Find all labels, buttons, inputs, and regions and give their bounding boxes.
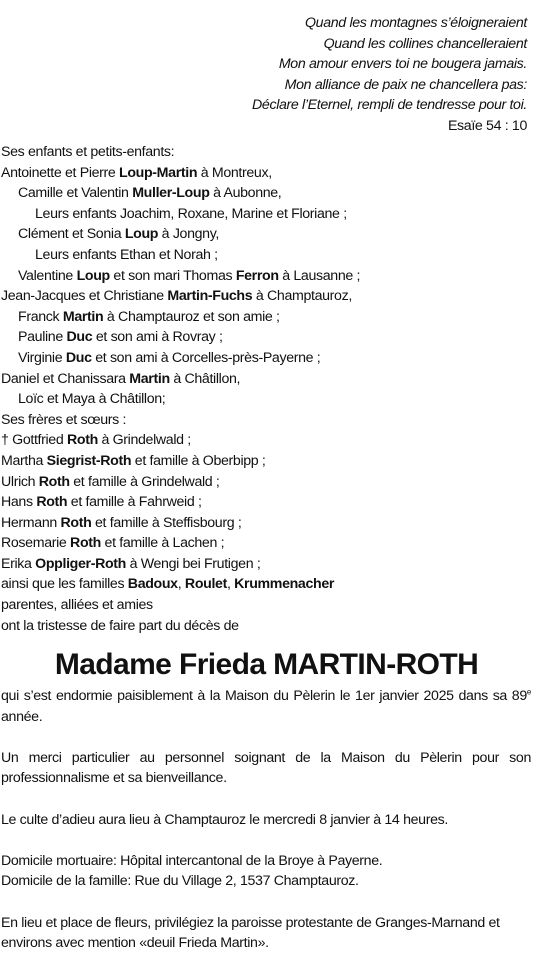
deceased-name: Madame Frieda MARTIN-ROTH [54,648,479,681]
family-intro: Ses enfants et petits-enfants: [1,144,175,160]
family-line [1,266,360,287]
family-text: Loïc et Maya à Châtillon; [18,391,166,408]
family-text: et son ami à Rovray ; [92,329,223,346]
family-text: Leurs enfants Joachim, Roxane, Marine et Floriane ; [35,205,347,222]
ordinal-suffix: e [526,687,531,697]
sibling-text: et famille à Steffisbourg ; [91,514,242,531]
family-text: Valentine [18,267,77,284]
sibling-text: Hans [1,494,37,511]
sibling-surname: Roth [60,514,92,531]
sibling-text: à Wengi bei Frutigen ; [125,555,261,572]
verse-line: Déclare l’Eternel, rempli de tendresse pour toi. [252,97,527,113]
family-text: Leurs enfants Ethan et Norah ; [35,246,218,263]
sibling-surname: Roth [36,494,68,511]
siblings-intro: Ses frères et sœurs : [1,411,127,428]
family-text: à Châtillon, [169,370,241,387]
sibling-line [1,430,360,451]
family-list [1,142,360,636]
sibling-text: † Gottfried [1,432,67,449]
family-text: Clément et Sonia [18,226,125,243]
family-text: Antoinette et Pierre [1,164,120,181]
sibling-text: Rosemarie [1,535,71,552]
sibling-line [1,533,360,554]
family-surname: Duc [66,329,93,346]
family-text: à Montreux, [197,164,272,181]
sibling-text: et famille à Grindelwald ; [69,473,220,490]
families-surname: Roulet [184,576,227,593]
family-text: à Jongny, [158,226,220,243]
sibling-surname: Roth [66,432,98,449]
family-surname: Loup [124,226,159,243]
family-text: Pauline [18,329,67,346]
sibling-text: et famille à Oberbipp ; [131,452,266,469]
sibling-surname: Roth [70,535,101,552]
thanks-paragraph: Un merci particulier au personnel soignant de la Maison du Pèlerin pour son professionnalisme et sa bienveillance. [1,749,531,787]
family-line [1,245,360,266]
sibling-text: et famille à Fahrweid ; [67,494,202,511]
sibling-text: Erika [1,555,36,572]
family-text: Camille et Valentin [18,185,133,202]
relatives-line: parentes, alliées et amies [1,597,153,614]
family-text: à Champtauroz et son amie ; [103,308,280,325]
family-text: Jean-Jacques et Christiane [1,288,168,305]
family-text: à Champtauroz, [252,288,352,305]
family-line [1,307,360,328]
family-line [1,163,360,184]
family-surname: Martin [129,370,170,387]
family-line [1,183,360,204]
verse-line: Mon amour envers toi ne bougera jamais. [278,56,527,72]
family-text: Franck [18,308,63,325]
announcement-line: ont la tristesse de faire part du décès de [1,617,239,634]
sibling-line [1,451,360,472]
families-line [1,574,360,595]
sibling-line [1,492,360,513]
family-line [1,286,360,307]
verse-line: Quand les montagnes s’éloigneraient [305,15,527,31]
family-surname: Duc [65,349,92,366]
sibling-line [1,472,360,493]
family-surname: Martin [62,308,104,325]
verse-line: Mon alliance de paix ne chancellera pas: [284,76,527,93]
obituary-body [1,686,531,954]
family-surname: Muller-Loup [132,185,210,202]
family-text: à Aubonne, [209,185,282,202]
sibling-line [1,554,360,575]
family-line [1,369,360,390]
mortuary-line: Domicile mortuaire: Hôpital intercantonal de la Broye à Payerne. [1,852,383,869]
family-text: Daniel et Chanissara [1,370,130,387]
sibling-surname: Siegrist-Roth [46,452,132,469]
sibling-surname: Oppliger-Roth [35,555,126,572]
family-text: à Lausanne ; [278,267,361,284]
sibling-text: Hermann [1,514,61,531]
sibling-surname: Roth [38,473,70,490]
families-text: ainsi que les familles [1,576,128,593]
passing-paragraph [1,686,531,727]
family-line [1,204,360,225]
families-text: , [177,576,185,593]
service-paragraph: Le culte d’adieu aura lieu à Champtauroz le mercredi 8 janvier à 14 heures. [1,811,448,828]
verse-reference: Esaïe 54 : 10 [447,117,527,134]
family-surname: Ferron [235,267,279,284]
family-home-line: Domicile de la famille: Rue du Village 2, 1537 Champtauroz. [1,873,359,890]
sibling-text: Ulrich [1,473,39,490]
passing-text: qui s’est endormie paisiblement à la Maison du Pèlerin le 1er janvier 2025 dans sa 89 [1,688,527,704]
flowers-paragraph: En lieu et place de fleurs, privilégiez la paroisse protestante de Granges-Marnand et environs avec mention «deuil Frieda Martin». [1,914,500,952]
sibling-text: Martha [1,452,47,469]
family-surname: Loup-Martin [119,164,198,181]
family-text: et son ami à Corcelles-près-Payerne ; [91,349,321,366]
family-line [1,224,360,245]
passing-text: année. [1,708,43,725]
families-text: , [226,576,235,593]
family-line [1,389,360,410]
sibling-line [1,513,360,534]
family-line [1,348,360,369]
families-surname: Badoux [127,576,178,593]
verse-line: Quand les collines chancelleraient [323,35,527,52]
family-text: et son mari Thomas [109,267,236,284]
sibling-text: à Grindelwald ; [97,432,191,449]
family-text: Virginie [18,349,66,366]
family-surname: Loup [76,267,110,284]
sibling-text: et famille à Lachen ; [100,535,225,552]
families-surname: Krummenacher [234,576,335,593]
family-line [1,327,360,348]
bible-verse [252,13,527,136]
family-surname: Martin-Fuchs [167,288,253,305]
